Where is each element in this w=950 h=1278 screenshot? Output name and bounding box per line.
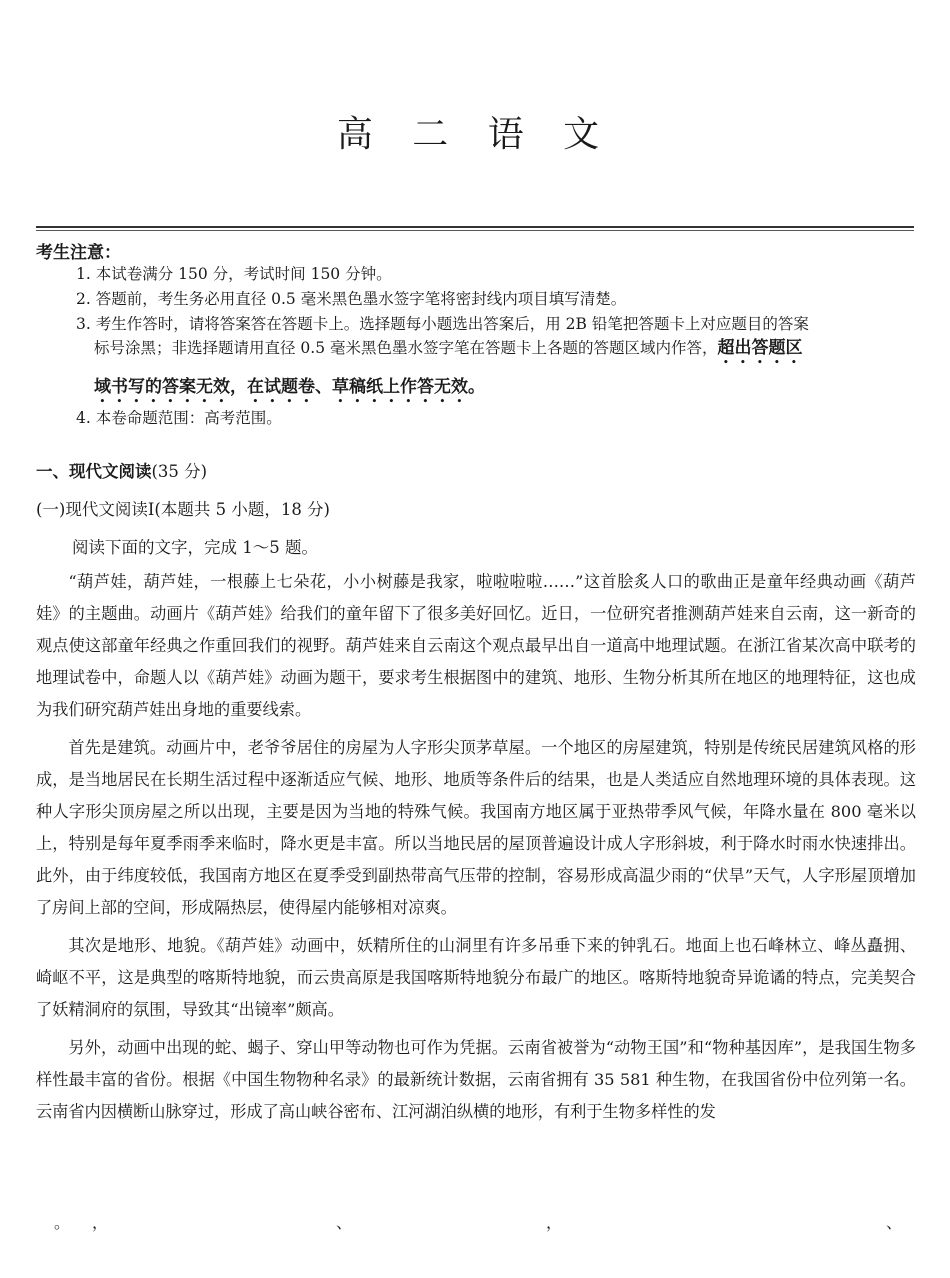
notice-item-3-line-2-text: 标号涂黑；非选择题请用直径 0.5 毫米黑色墨水签字笔在答题卡上各题的答题区域内作答， (94, 339, 718, 357)
notice-item-3 (76, 312, 916, 407)
notice-item-3-line-1: 3. 考生作答时，请将答案答在答题卡上。选择题每小题选出答案后，用 2B 铅笔把答题卡上对应题目的答案 (76, 315, 809, 333)
cutoff-line (36, 1210, 916, 1234)
notice-item-2: 2. 答题前，考生务必用直径 0.5 毫米黑色墨水签字笔将密封线内项目填写清楚。 (76, 290, 627, 308)
header-rule-thick (36, 226, 914, 228)
cutoff-mark-5: 、 (886, 1213, 903, 1232)
cutoff-mark-3: 、 (336, 1213, 353, 1232)
exam-title: 高 二 语 文 (336, 114, 614, 156)
notice-emphasis-2: 域书写的答案无效，在试题卷、草稿纸上作答无效。 (94, 377, 485, 397)
header-rule-thin (36, 230, 914, 231)
passage-paragraph-4: 另外，动画中出现的蛇、蝎子、穿山甲等动物也可作为凭据。云南省被誉为“动物王国”和“物种基因库”，是我国生物多样性最丰富的省份。根据《中国生物物种名录》的最新统计数据，云南省拥有 35 581 种生物，在我国省份中位列第一名。云南省内因横断山脉穿过，形成了高山峡谷密布、江河湖泊纵横的地形，有利于生物多样性的发 (36, 1038, 916, 1121)
reading-passage (36, 566, 916, 1134)
reading-instruction: 阅读下面的文字，完成 1～5 题。 (72, 538, 318, 557)
cutoff-mark-2: ， (92, 1213, 109, 1232)
notice-emphasis-1: 超出答题区 (717, 338, 803, 358)
section-score: (35 分) (151, 462, 208, 481)
cutoff-mark-1: 。 (54, 1213, 71, 1232)
passage-paragraph-3: 其次是地形、地貌。《葫芦娃》动画中，妖精所住的山洞里有许多吊垂下来的钟乳石。地面上也石峰林立、峰丛矗拥、崎岖不平，这是典型的喀斯特地貌，而云贵高原是我国喀斯特地貌分布最广的地区。喀斯特地貌奇异诡谲的特点，完美契合了妖精洞府的氛围，导致其“出镜率”颇高。 (36, 936, 916, 1019)
section-title-label: 一、现代文阅读 (36, 462, 152, 481)
section-title (36, 458, 207, 482)
notice-heading: 考生注意： (36, 243, 121, 263)
notice-item-4: 4. 本卷命题范围：高考范围。 (76, 409, 282, 427)
subsection-title: (一)现代文阅读Ⅰ(本题共 5 小题，18 分) (36, 500, 330, 519)
passage-paragraph-1: “葫芦娃，葫芦娃，一根藤上七朵花，小小树藤是我家，啦啦啦啦……”这首脍炙人口的歌曲正是童年经典动画《葫芦娃》的主题曲。动画片《葫芦娃》给我们的童年留下了很多美好回忆。近日，一位研究者推测葫芦娃来自云南，这一新奇的观点使这部童年经典之作重回我们的视野。葫芦娃来自云南这个观点最早出自一道高中地理试题。在浙江省某次高中联考的地理试卷中，命题人以《葫芦娃》动画为题干，要求考生根据图中的建筑、地形、生物分析其所在地区的地理特征，这也成为我们研究葫芦娃出身地的重要线索。 (36, 572, 916, 719)
notice-item-1: 1. 本试卷满分 150 分，考试时间 150 分钟。 (76, 265, 392, 283)
cutoff-mark-4: ， (546, 1213, 563, 1232)
notice-item-3-line-2 (76, 336, 916, 368)
passage-paragraph-2: 首先是建筑。动画片中，老爷爷居住的房屋为人字形尖顶茅草屋。一个地区的房屋建筑，特别是传统民居建筑风格的形成，是当地居民在长期生活过程中逐渐适应气候、地形、地质等条件后的结果，也是人类适应自然地理环境的具体表现。这种人字形尖顶房屋之所以出现，主要是因为当地的特殊气候。我国南方地区属于亚热带季风气候，年降水量在 800 毫米以上，特别是每年夏季雨季来临时，降水更是丰富。所以当地民居的屋顶普遍设计成人字形斜坡，利于降水时雨水快速排出。此外，由于纬度较低，我国南方地区在夏季受到副热带高气压带的控制，容易形成高温少雨的“伏旱”天气，人字形屋顶增加了房间上部的空间，形成隔热层，使得屋内能够相对凉爽。 (36, 738, 916, 917)
